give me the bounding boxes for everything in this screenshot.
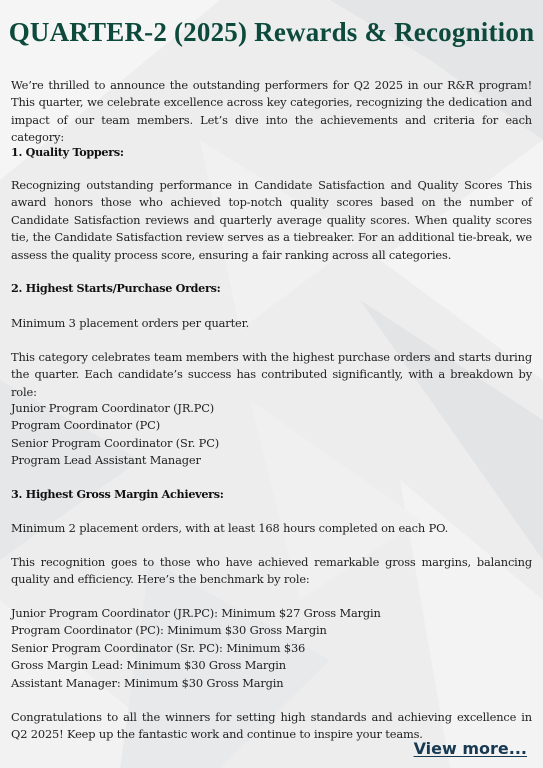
list-item: Assistant Manager: Minimum $30 Gross Margin xyxy=(11,675,284,690)
section-heading-highest-starts: 2. Highest Starts/Purchase Orders: xyxy=(11,281,221,295)
list-item: Senior Program Coordinator (Sr. PC) xyxy=(11,435,220,450)
list-item: Senior Program Coordinator (Sr. PC): Minimum $36 xyxy=(11,640,306,655)
section-heading-gross-margin: 3. Highest Gross Margin Achievers: xyxy=(11,487,224,501)
gross-margin-description: This recognition goes to those who have achieved remarkable gross margins, balancing quality and efficiency. Here’s the benchmark by role: xyxy=(11,555,532,587)
list-item: Junior Program Coordinator (JR.PC) xyxy=(11,401,215,415)
gross-margin-role-list xyxy=(11,605,381,692)
list-item: Program Coordinator (PC): Minimum $30 Gross Margin xyxy=(11,623,327,638)
highest-starts-role-list xyxy=(11,400,219,470)
intro-paragraph: We’re thrilled to announce the outstanding performers for Q2 2025 in our R&R program! This quarter, we celebrate excellence across key categories, recognizing the dedication and impact of our team members. Let’s dive into the achievements and criteria for each category: xyxy=(11,78,532,145)
highest-starts-minimum: Minimum 3 placement orders per quarter. xyxy=(11,316,250,330)
list-item: Junior Program Coordinator (JR.PC): Minimum $27 Gross Margin xyxy=(11,606,381,620)
section-heading-quality-toppers: 1. Quality Toppers: xyxy=(11,145,124,159)
list-item: Program Coordinator (PC) xyxy=(11,418,161,433)
page-title: QUARTER-2 (2025) Rewards & Recognition xyxy=(8,17,535,47)
quality-toppers-description: Recognizing outstanding performance in Candidate Satisfaction and Quality Scores This award honors those who achieved top-notch quality scores based on the number of Candidate Satisfaction reviews and quarterly average quality scores. When quality scores tie, the Candidate Satisfaction review serves as a tiebreaker. For an additional tie-break, we assess the quality process score, ensuring a fair ranking across all categories. xyxy=(11,178,532,262)
view-more-link[interactable]: View more... xyxy=(413,739,527,758)
list-item: Program Lead Assistant Manager xyxy=(11,453,201,468)
list-item: Gross Margin Lead: Minimum $30 Gross Margin xyxy=(11,658,286,673)
gross-margin-minimum: Minimum 2 placement orders, with at least 168 hours completed on each PO. xyxy=(11,521,449,535)
highest-starts-description: This category celebrates team members with the highest purchase orders and starts during the quarter. Each candidate’s success has contributed significantly, with a breakdown by role: xyxy=(11,350,532,399)
closing-paragraph: Congratulations to all the winners for setting high standards and achieving excellence in Q2 2025! Keep up the fantastic work and continue to inspire your teams. xyxy=(11,710,532,742)
